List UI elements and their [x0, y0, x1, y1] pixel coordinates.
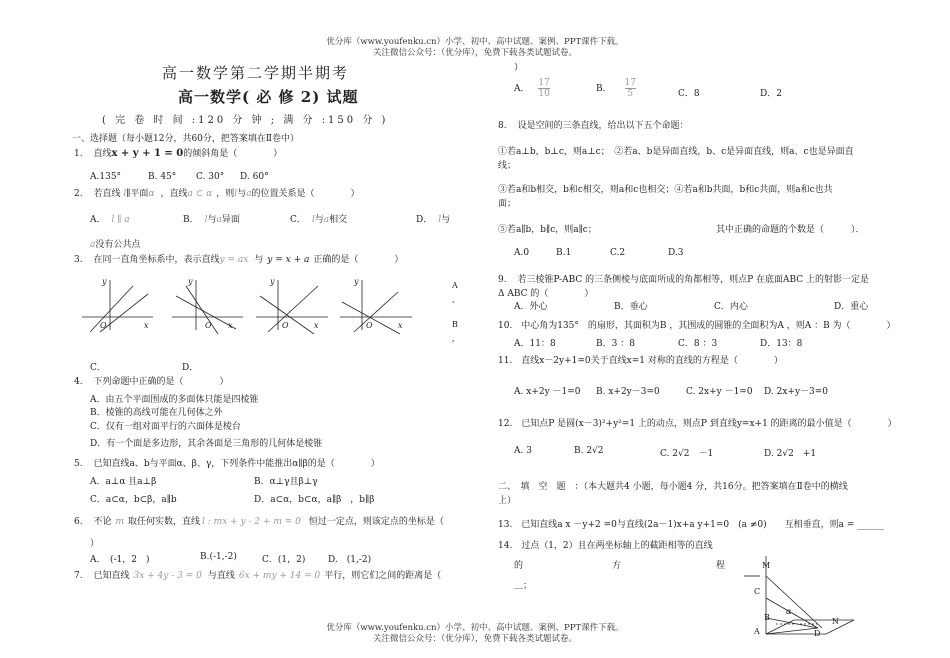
- q3-label-a: A ,: [452, 281, 458, 304]
- geometry-figure: [740, 548, 860, 640]
- q12-opt-c: C. 2√2 －1: [660, 449, 714, 459]
- graph2-x-label: x: [228, 321, 233, 330]
- q9-opt-c: C．内心: [714, 302, 748, 312]
- q2-opt-c: C． l与a相交: [290, 215, 348, 225]
- q2-tail: 的位置关系是（ ）: [251, 189, 360, 199]
- header-line-1: 优分库（www.youfenku.cn）小学、初中、高中试题、案例、PPT课件下载。: [326, 37, 624, 47]
- q9-text2: Δ ABC 的（ ）: [498, 289, 594, 299]
- q13: 13. 已知直线a x －y+2 =0与直线(2a－1)x+a y+1=0 (a ≠0) 互相垂直，则a = ______: [498, 520, 885, 530]
- fig-line-bd: [766, 618, 818, 628]
- section1-heading: 一、选择题（每小题12分，共60分，把答案填在Ⅱ卷中）: [72, 134, 300, 144]
- q14-w3: 程: [716, 561, 726, 571]
- graph3-origin: O: [282, 321, 289, 330]
- q11-opt-a: A. x+2y －1=0: [514, 387, 581, 397]
- graph1-y-label: y: [102, 277, 107, 286]
- q9: 9. 若三棱锥P-ABC 的三条侧棱与底面所成的角都相等，则点P 在底面ABC 上的射影一定是: [498, 275, 870, 285]
- graph3-line-b: [268, 286, 318, 332]
- q7-opt-b: B． $\frac{17}{5}$: [596, 78, 636, 99]
- q2-then: ，则: [216, 189, 235, 199]
- q12-opt-d: D. 2√2 +1: [764, 449, 817, 459]
- q2-parallel: ∥平面: [126, 189, 149, 199]
- q6-opt-b: B.(-1,-2): [200, 552, 237, 562]
- q14-w1: 的: [514, 561, 524, 571]
- q7-close: ）: [514, 63, 524, 73]
- graph2-y-label: y: [188, 277, 193, 286]
- q1: [74, 146, 282, 159]
- q5-opt-a: A．a⊥α 且a⊥β: [90, 477, 157, 487]
- q2-a-in-alpha: a ⊂ α: [187, 189, 213, 199]
- header-line-2: 关注微信公众号：（优分库），免费下载各类试题试卷。: [372, 48, 577, 58]
- fig-label-alpha: α: [786, 607, 792, 616]
- fig-label-m: M: [762, 561, 771, 570]
- graph2-origin: O: [205, 321, 212, 330]
- q8-line3-tail: 其中正确的命题的个数是（ ）．: [716, 225, 865, 235]
- q8-opt-b: B.1: [556, 248, 572, 258]
- exam-subtitle: 高一数学( 必 修 2) 试题: [178, 88, 359, 106]
- q7-opt-a: A． $\frac{17}{10}$: [514, 78, 550, 99]
- q3-label-c: C．: [90, 363, 106, 373]
- q10-opt-a: A．11：8: [514, 339, 556, 349]
- q10-opt-d: D．13：8: [760, 339, 803, 349]
- q14-w2: 方: [612, 561, 622, 571]
- q8-line1b: 线；: [498, 161, 517, 171]
- graph1-x-label: x: [144, 321, 149, 330]
- q3: 3. 在同一直角坐标系中，表示直线y = ax 与 y = x + a 正确的是（ ）: [74, 255, 404, 265]
- q5-opt-c: C．a⊂α，b⊂β，a∥b: [90, 495, 177, 505]
- q2-alpha: α: [148, 189, 155, 199]
- q8-line3: ⑤若a∥b，b∥c，则a∥c；: [498, 225, 597, 235]
- q2-l: l: [123, 189, 127, 199]
- footer-line-2: 关注微信公众号：（优分库），免费下载各类试题试卷。: [372, 634, 577, 644]
- fig-label-b: B: [764, 613, 770, 622]
- q12: 12. 已知点P 是圆(x－3)²+y²=1 上的动点，则点P 到直线y=x+1 的距离的最小值是（ ）: [498, 419, 897, 429]
- q12-opt-a: A. 3: [514, 446, 532, 456]
- q8-opt-d: D.3: [668, 248, 684, 258]
- section2-heading: 二、 填 空 题 ：（本大题共4 小题，每小题4 分，共16分。把答案填在Ⅱ卷中的横线: [498, 482, 848, 492]
- q2-opt-b: B． l与a异面: [183, 215, 240, 225]
- q9-opt-a: A．外心: [514, 302, 548, 312]
- q2-opt-d: D． l与: [416, 215, 451, 225]
- q12-opt-b: B. 2√2: [574, 446, 604, 456]
- q2-a: a: [246, 189, 252, 199]
- q2-and: 与: [237, 189, 247, 199]
- fig-label-a: A: [754, 627, 760, 636]
- q2-l2: l: [234, 189, 238, 199]
- q1-opt-c: C. 30°: [196, 172, 225, 182]
- graph4-x-label: x: [398, 321, 403, 330]
- q1-num: 1.: [74, 149, 83, 159]
- graph3-x-label: x: [314, 321, 319, 330]
- graph1-line-a: [90, 286, 133, 332]
- q6-opt-c: C．(1，2): [262, 555, 306, 565]
- q1-opt-a: A.135°: [90, 172, 122, 182]
- q3-label-d: D．: [182, 363, 199, 373]
- q8-line2b: 面；: [498, 199, 517, 209]
- q2-opt-d-cont: a没有公共点: [90, 240, 141, 250]
- q10-opt-b: B．3 ：8: [596, 339, 635, 349]
- q2-text: 若直线: [93, 189, 121, 199]
- q8-line1: ①若a⊥b，b⊥c，则a⊥c； ②若a、b是异面直线，b、c是异面直线，则a、c也是异面直: [498, 147, 854, 157]
- fig-line-cd: [766, 598, 818, 628]
- exam-title: 高一数学第二学期半期考: [162, 64, 350, 82]
- graph1-line-b: [100, 294, 148, 332]
- q2-num: 2.: [74, 189, 83, 199]
- q8-line2: ③若a和b相交，b和c相交，则a和c也相交；④若a和b共面，b和c共面，则a和c也共: [498, 185, 833, 195]
- q8-opt-c: C.2: [610, 248, 626, 258]
- graph4-y-label: y: [354, 277, 359, 286]
- footer-line-1: 优分库（www.youfenku.cn）小学、初中、高中试题、案例、PPT课件下载。: [326, 623, 624, 633]
- q7-opt-c: C．8: [678, 89, 700, 99]
- q6-opt-d: D. (1,-2): [328, 555, 372, 565]
- q9-opt-b: B．垂心: [614, 302, 648, 312]
- q4-opt-b: B．棱锥的高线可能在几何体之外: [90, 408, 223, 418]
- q3-graphs: [78, 274, 458, 336]
- q6: 6. 不论 m 取任何实数，直线 l : mx + y - 2 + m = 0 恒过一定点，则该定点的坐标是（: [74, 517, 444, 527]
- q8: 8. 设是空间的三条直线，给出以下五个命题：: [498, 121, 689, 131]
- q8-opt-a: A.0: [514, 248, 530, 258]
- q7-opt-d: D．2: [760, 89, 782, 99]
- graph4-origin: O: [366, 321, 373, 330]
- exam-info: ( 完 卷 时 间 :120 分 钟 ; 满 分 :150 分 ): [102, 115, 389, 126]
- fig-plane: [766, 620, 854, 634]
- q2: [74, 186, 360, 199]
- q14-tail: ＿；: [514, 581, 533, 591]
- q3-label-b: B ,: [452, 320, 458, 343]
- q14: 14. 过点（1，2）且在两坐标轴上的截距相等的直线: [498, 541, 713, 551]
- q1-opt-d: D. 60°: [240, 172, 269, 182]
- q11-opt-b: B. x+2y－3=0: [596, 387, 660, 397]
- q1-text-pre: 直线: [93, 149, 112, 159]
- q1-opt-b: B. 45°: [148, 172, 177, 182]
- q6-opt-a: A． (-1，2 ): [90, 555, 150, 565]
- q4: 4. 下列命题中正确的是（ ）: [74, 377, 229, 387]
- q2-opt-a: A． l ∥ a: [90, 215, 130, 225]
- q11-opt-c: C. 2x+y －1=0: [686, 387, 753, 397]
- section2-heading-2: 上）: [498, 496, 517, 506]
- q1-formula: x + y + 1 = 0: [111, 148, 184, 159]
- graph2-line-b: [186, 286, 218, 334]
- q11-opt-d: D. 2x+y－3=0: [764, 387, 829, 397]
- q9-opt-d: D．重心: [834, 302, 869, 312]
- q5-opt-d: D．a⊂α，b⊂α，a∥β ，b∥β: [254, 495, 375, 505]
- q10-opt-c: C．8 ：3: [678, 339, 718, 349]
- q6-close: ）: [90, 539, 100, 549]
- q2-line: ，直线: [160, 189, 188, 199]
- q11: 11. 直线x－2y+1=0关于直线x=1 对称的直线的方程是（ ）: [498, 356, 783, 366]
- q4-opt-a: A．由五个平面围成的多面体只能是四棱锥: [90, 395, 259, 405]
- graph3-y-label: y: [270, 277, 275, 286]
- q4-opt-c: C．仅有一组对面平行的六面体是棱台: [90, 422, 241, 432]
- fig-label-n: N: [832, 617, 839, 626]
- q5-opt-b: B．α⊥γ且β⊥γ: [254, 477, 318, 487]
- fig-line-ad: [766, 628, 818, 634]
- q7: 7. 已知直线 3x + 4y - 3 = 0 与直线 6x + my + 14 = 0 平行，则它们之间的距离是（: [74, 571, 442, 581]
- q5: 5. 已知直线a、b与平面α、β、γ，下列条件中能推出α∥β的是（ ）: [74, 459, 380, 469]
- q1-text-post: 的倾斜角是（ ）: [183, 149, 283, 159]
- fig-label-c: C: [754, 587, 761, 596]
- fig-label-d: D: [814, 629, 821, 638]
- q10: 10. 中心角为135° 的扇形，其面积为B ，其围成的圆锥的全面积为A ，则A ：B 为（ ）: [498, 321, 896, 331]
- q4-opt-d: D．有一个面是多边形，其余各面是三角形的几何体是棱锥: [90, 439, 323, 449]
- graph1-origin: O: [100, 321, 107, 330]
